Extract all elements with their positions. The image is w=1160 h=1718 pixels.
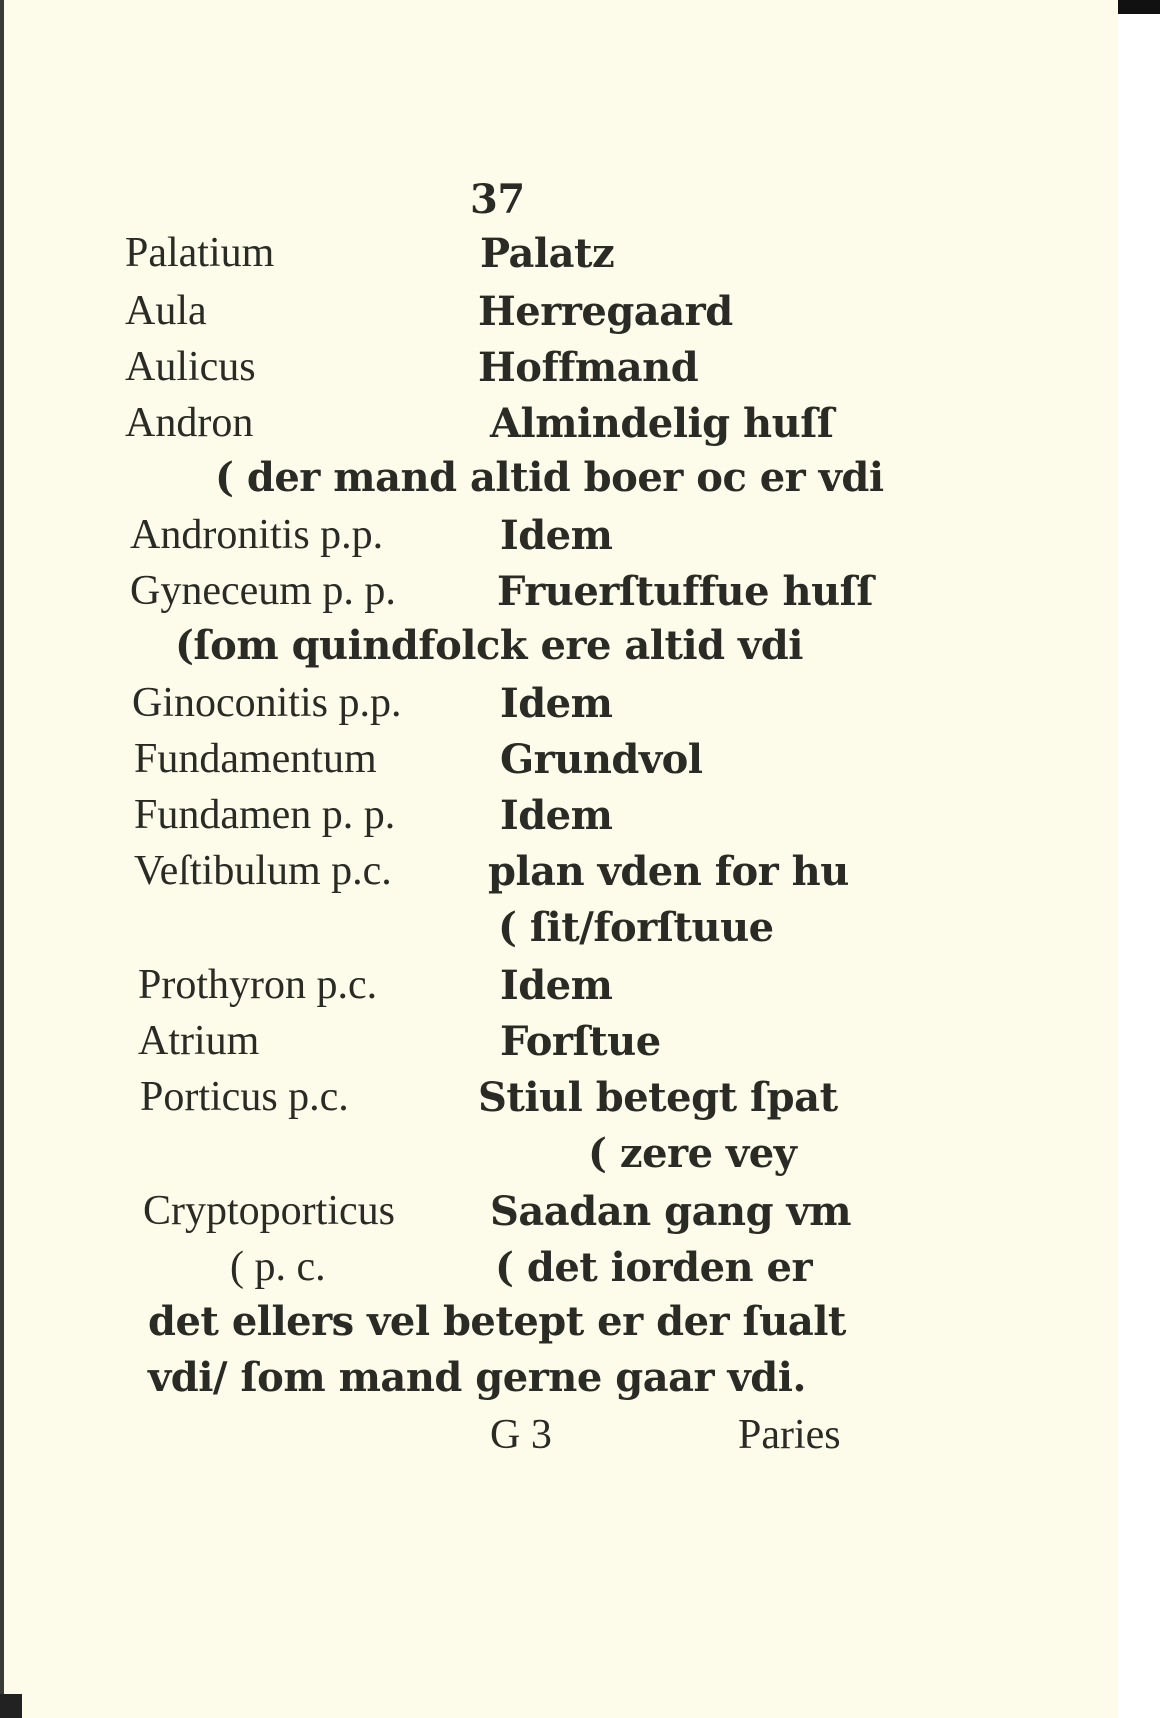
danish-term: Forſtue [500, 1018, 661, 1065]
danish-term: Almindelig huſſ [490, 400, 834, 447]
latin-term: Andronitis p.p. [130, 512, 384, 558]
danish-term: Idem [500, 962, 613, 1009]
latin-term: Fundamentum [134, 736, 377, 782]
continuation-line: ( zere vey [588, 1130, 797, 1177]
latin-term: Veſtibulum p.c. [134, 848, 392, 894]
scan-border-bottom-left [0, 1694, 22, 1718]
latin-term: Aulicus [125, 344, 256, 390]
danish-term: Saadan gang vm [490, 1188, 852, 1235]
latin-term: ( p. c. [230, 1244, 326, 1290]
latin-term: Fundamen p. p. [134, 792, 396, 838]
latin-term: Gyneceum p. p. [130, 568, 396, 614]
danish-term: Idem [500, 680, 613, 727]
latin-term: Cryptoporticus [143, 1188, 395, 1234]
danish-term: Idem [500, 512, 613, 559]
danish-term: plan vden for hu [488, 848, 849, 895]
scan-border-top-right [1118, 0, 1160, 14]
danish-term: Idem [500, 792, 613, 839]
scan-margin-right [1118, 14, 1160, 1718]
latin-term: Atrium [138, 1018, 260, 1064]
continuation-line: ( der mand altid boer oc er vdi [215, 454, 884, 501]
danish-term: Fruerſtuffue huſſ [497, 568, 874, 615]
continuation-line: (ſom quindfolck ere altid vdi [175, 622, 803, 669]
page-edge-left [0, 0, 4, 1718]
danish-term: Palatz [480, 230, 615, 277]
danish-term: Stiul betegt ſpat [478, 1074, 838, 1121]
continuation-line: ( ſit/forſtuue [498, 904, 774, 951]
latin-term: Ginoconitis p.p. [132, 680, 402, 726]
danish-term: ( det iorden er [495, 1244, 813, 1291]
latin-term: Prothyron p.c. [138, 962, 378, 1008]
latin-term: Porticus p.c. [140, 1074, 349, 1120]
continuation-line: det ellers vel betept er der ſualt [148, 1298, 846, 1345]
danish-term: Hoffmand [478, 344, 699, 391]
danish-term: Grundvol [500, 736, 703, 783]
signature-mark: G 3 [490, 1412, 552, 1458]
latin-term: Andron [125, 400, 254, 446]
latin-term: Aula [125, 288, 207, 334]
catchword: Paries [738, 1412, 841, 1458]
page-number: 37 [470, 176, 525, 223]
latin-term: Palatium [125, 230, 275, 276]
continuation-line: vdi/ ſom mand gerne gaar vdi. [148, 1354, 806, 1401]
danish-term: Herregaard [478, 288, 733, 335]
